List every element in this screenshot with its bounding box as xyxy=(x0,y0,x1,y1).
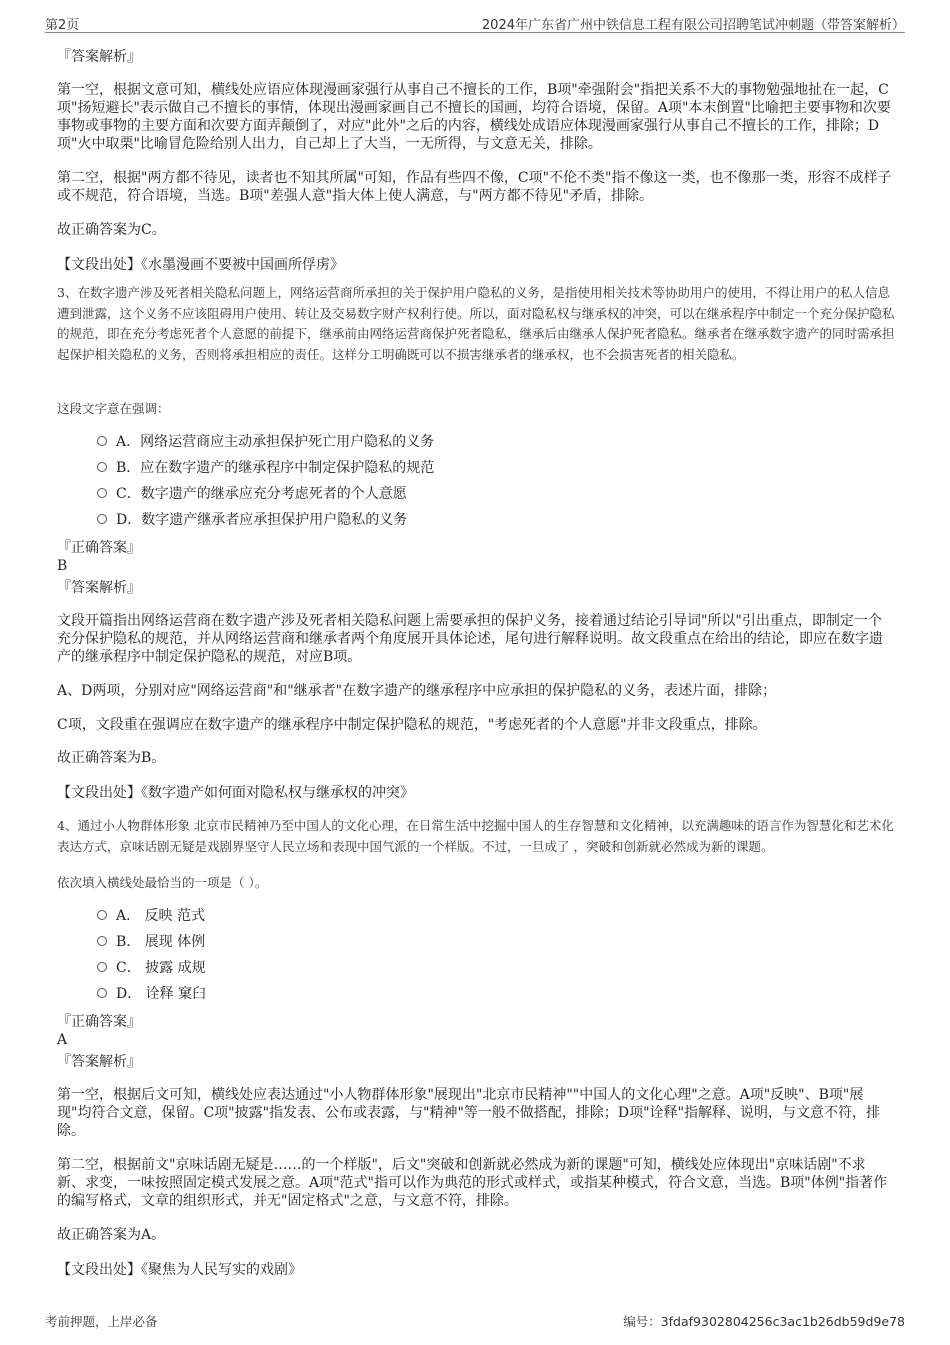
q2-analysis-p2: 第二空，根据"两方都不待见，读者也不知其所属"可知，作品有些四不像，C项"不伦不类"指不像这一类，也不像那一类，形容不成样子或不规范，符合语境，当选。B项"差强人意"指大体上使人满意，与"两方都不待见"矛盾，排除。 xyxy=(57,170,892,204)
q4-prompt: 依次填入横线处最恰当的一项是（ ）。 xyxy=(57,875,268,890)
q3-option-c-label: C．数字遗产的继承应充分考虑死者的个人意愿 xyxy=(116,486,407,502)
document-id: 编号：3fdaf9302804256c3ac1b26db59d9e78 xyxy=(623,1314,905,1329)
q2-conclusion: 故正确答案为C。 xyxy=(57,222,166,238)
q4-passage: 4、通过小人物群体形象 北京市民精神乃至中国人的文化心理，在日常生活中挖掘中国人的生存智慧和文化精神，以充满趣味的语言作为智慧化和艺术化表达方式，京味话剧无疑是戏剧界坚守人民立场和表现中国气派的一个样版。不过，一旦成了 ，突破和创新就必然成为新的课题。 xyxy=(57,818,894,854)
q4-analysis-p2: 第二空，根据前文"京味话剧无疑是……的一个样版"，后文"突破和创新就必然成为新的课题"可知，横线处应体现出"京味话剧"不求新、求变，一味按照固定模式发展之意。A项"范式"指可以作为典范的形式或样式，或指某种模式，符合文意，当选。B项"体例"指著作的编写格式，文章的组织形式，并无"固定格式"之意，与文意不符，排除。 xyxy=(57,1157,888,1209)
q3-conclusion: 故正确答案为B。 xyxy=(57,750,166,766)
radio-icon xyxy=(97,488,107,498)
q3-option-a-label: A．网络运营商应主动承担保护死亡用户隐私的义务 xyxy=(116,434,435,450)
q3-source: 【文段出处】《数字遗产如何面对隐私权与继承权的冲突》 xyxy=(57,785,414,801)
radio-icon xyxy=(97,936,107,946)
q3-option-c[interactable] xyxy=(97,485,407,503)
q3-analysis-p1: 文段开篇指出网络运营商在数字遗产涉及死者相关隐私问题上需要承担的保护义务，接着通过结论引导词"所以"引出重点，即制定一个充分保护隐私的规范，并从网络运营商和继承者两个角度展开具体论述，尾句进行解释说明。故文段重点在给出的结论，即应在数字遗产的继承程序中制定保护隐私的规范，对应B项。 xyxy=(57,613,883,665)
q4-analysis-p1: 第一空，根据后文可知，横线处应表达通过"小人物群体形象"展现出"北京市民精神""中国人的文化心理"之意。A项"反映"、B项"展现"均符合文意，保留。C项"披露"指发表、公布或表露，与"精神"等一般不做搭配，排除；D项"诠释"指解释、说明，与文意不符，排除。 xyxy=(57,1087,881,1139)
q4-option-c-label: C． 披露 成规 xyxy=(116,960,206,976)
radio-icon xyxy=(97,462,107,472)
q2-analysis-p1: 第一空，根据文意可知，横线处应语应体现漫画家强行从事自己不擅长的工作，B项"牵强附会"指把关系不大的事物勉强地扯在一起，C项"扬短避长"表示做自己不擅长的事情，体现出漫画家画自己不擅长的国画，均符合语境，保留。A项"本末倒置"比喻把主要事物和次要事物或事物的主要方面和次要方面弄颠倒了，对应"此外"之后的内容，横线处成语应体现漫画家强行从事自己不擅长的工作，排除；D项"火中取栗"比喻冒危险给别人出力，自己却上了大当，一无所得，与文意无关，排除。 xyxy=(57,82,891,152)
q3-analysis-label: 『答案解析』 xyxy=(57,580,141,596)
q4-conclusion: 故正确答案为A。 xyxy=(57,1227,166,1243)
q3-analysis-p2: A、D两项，分别对应"网络运营商"和"继承者"在数字遗产的继承程序中应承担的保护隐私的义务，表述片面，排除； xyxy=(57,683,777,699)
radio-icon xyxy=(97,910,107,920)
q4-option-b[interactable] xyxy=(97,933,205,951)
q3-answer-label: 『正确答案』 xyxy=(57,540,141,556)
footer-slogan: 考前押题，上岸必备 xyxy=(45,1314,158,1329)
q3-prompt: 这段文字意在强调： xyxy=(57,401,170,416)
q3-option-a[interactable] xyxy=(97,433,434,451)
document-title: 2024年广东省广州中铁信息工程有限公司招聘笔试冲刺题（带答案解析） xyxy=(481,18,905,33)
page-number: 第2页 xyxy=(45,18,80,33)
q2-analysis-label: 『答案解析』 xyxy=(57,49,141,65)
q4-option-c[interactable] xyxy=(97,959,206,977)
q3-analysis-p3: C项，文段重在强调应在数字遗产的继承程序中制定保护隐私的规范，"考虑死者的个人意愿"并非文段重点，排除。 xyxy=(57,717,767,733)
q3-option-b-label: B．应在数字遗产的继承程序中制定保护隐私的规范 xyxy=(116,460,435,476)
radio-icon xyxy=(97,514,107,524)
q4-analysis-label: 『答案解析』 xyxy=(57,1054,141,1070)
q2-source: 【文段出处】《水墨漫画不要被中国画所俘虏》 xyxy=(57,257,344,273)
q4-source: 【文段出处】《聚焦为人民写实的戏剧》 xyxy=(57,1262,302,1278)
q4-option-a-label: A． 反映 范式 xyxy=(116,908,206,924)
q3-answer: B xyxy=(57,558,68,574)
q4-answer: A xyxy=(57,1032,68,1048)
q4-option-d[interactable] xyxy=(97,985,206,1003)
q4-option-a[interactable] xyxy=(97,907,205,925)
radio-icon xyxy=(97,436,107,446)
q3-option-b[interactable] xyxy=(97,459,434,477)
q4-option-d-label: D． 诠释 窠臼 xyxy=(116,986,207,1002)
q3-option-d[interactable] xyxy=(97,511,407,529)
radio-icon xyxy=(97,988,107,998)
radio-icon xyxy=(97,962,107,972)
q3-passage: 3、在数字遗产涉及死者相关隐私问题上，网络运营商所承担的关于保护用户隐私的义务，是指使用相关技术等协助用户的使用，不得让用户的私人信息遭到泄露，这个义务不应该阻碍用户使用、转让及交易数字财产权利行使。所以，面对隐私权与继承权的冲突，可以在继承程序中制定一个充分保护隐私的规范，即在充分考虑死者个人意愿的前提下，继承前由网络运营商保护死者隐私，继承后由继承人保护死者隐私。继承者在继承数字遗产的同时需承担起保护相关隐私的义务，否则将承担相应的责任。这样分工明确既可以不损害继承者的继承权，也不会损害死者的相关隐私。 xyxy=(57,285,895,362)
page-header xyxy=(45,12,905,33)
q4-option-b-label: B． 展现 体例 xyxy=(116,934,206,950)
q4-answer-label: 『正确答案』 xyxy=(57,1014,141,1030)
q3-option-d-label: D．数字遗产继承者应承担保护用户隐私的义务 xyxy=(116,512,408,528)
